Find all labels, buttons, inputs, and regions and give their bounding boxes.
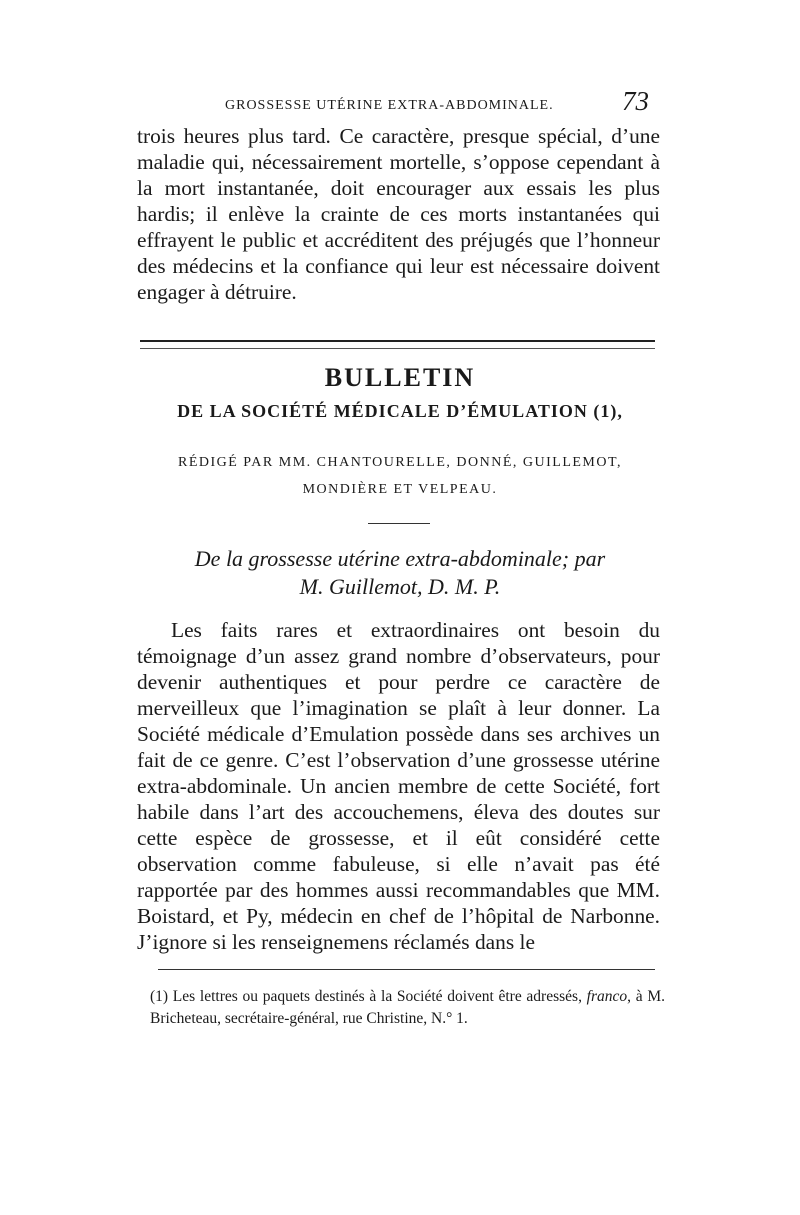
page-number: 73 xyxy=(622,86,649,116)
footnote-rule xyxy=(158,969,655,970)
footnote-italic-word: franco xyxy=(586,988,628,1005)
intro-paragraph: trois heures plus tard. Ce caractère, presque spécial, d’une maladie qui, nécessairement mortelle, s’oppose cependant à la mort instantanée, doit encourager aux essais les plus hardis; il enlève la crainte de ces morts instantanées qui effrayent le public et accréditent des préjugés que l’honneur des médecins et la confiance qui leur est nécessaire doivent engager à détruire. xyxy=(137,124,660,304)
section-divider xyxy=(140,340,655,349)
footnote xyxy=(150,986,665,1030)
title-rule xyxy=(368,523,430,524)
society-subtitle: DE LA SOCIÉTÉ MÉDICALE D’ÉMULATION (1), xyxy=(177,401,623,421)
footnote-text-end: , à M. Bricheteau, secrétaire-général, rue Christine, N.° 1. xyxy=(150,988,665,1027)
footnote-marker: (1) xyxy=(150,988,169,1005)
article-title-line-1: De la grossesse utérine extra-abdominale; par xyxy=(194,546,606,571)
bulletin-title: BULLETIN xyxy=(324,363,476,392)
footnote-text-start: Les lettres ou paquets destinés à la Société doivent être adressés, xyxy=(172,988,582,1005)
editors-line-2: MONDIÈRE ET VELPEAU. xyxy=(302,482,498,497)
article-body: Les faits rares et extraordinaires ont besoin du témoignage d’un assez grand nombre d’observateurs, pour devenir authentiques et pour perdre ce caractère de merveilleux que l’imagination se plaît à leur donner. La Société médicale d’Emulation possède dans ses archives un fait de ce genre. C’est l’observation d’une grossesse utérine extra-abdominale. Un ancien membre de cette Société, fort habile dans l’art des accouchemens, éleva des doutes sur cette espèce de grossesse, et il eût considéré cette observation comme fabuleuse, si elle n’avait pas été rapportée par des hommes aussi recommandables que MM. Boistard, et Py, médecin en chef de l’hôpital de Narbonne. J’ignore si les renseignemens réclamés dans le xyxy=(137,618,660,954)
article-author-line: M. Guillemot, D. M. P. xyxy=(299,574,501,599)
editors-line-1: RÉDIGÉ PAR MM. CHANTOURELLE, DONNÉ, GUILLEMOT, xyxy=(177,455,622,470)
running-head: GROSSESSE UTÉRINE EXTRA-ABDOMINALE. xyxy=(225,98,554,113)
